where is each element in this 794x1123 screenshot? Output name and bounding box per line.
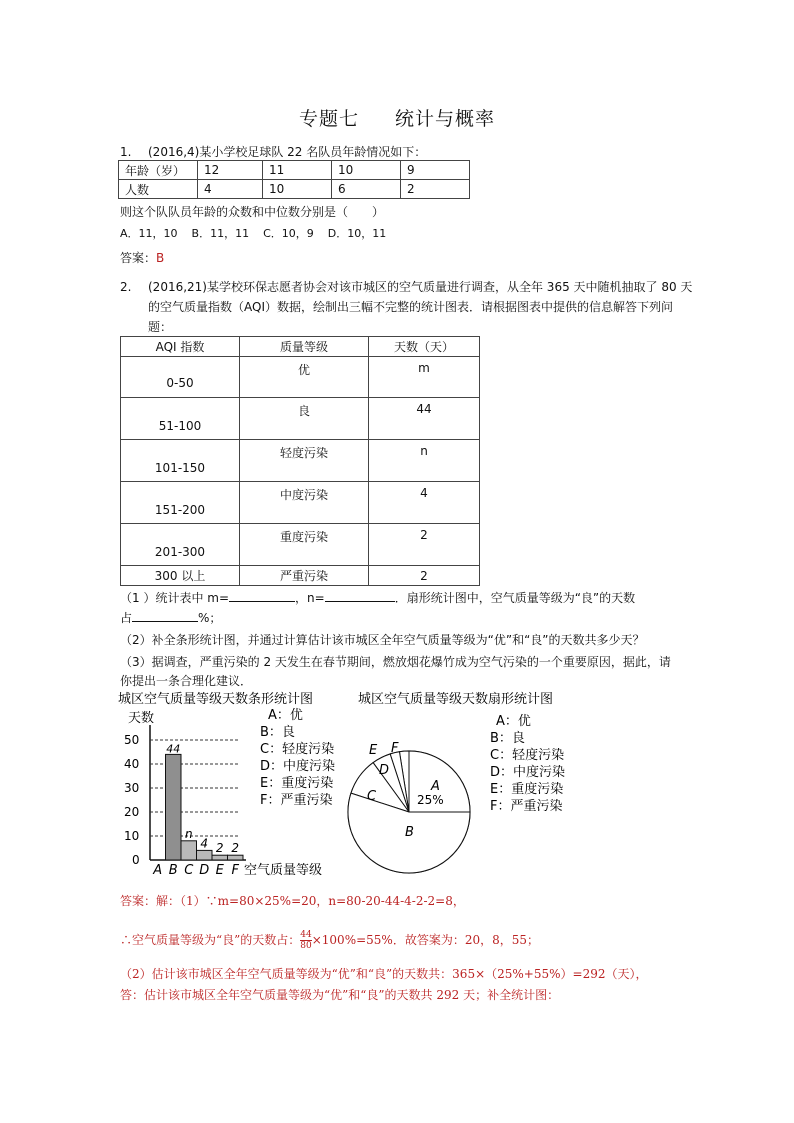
x-category-label: F	[231, 863, 239, 878]
q2-header: 天数（天）	[369, 337, 480, 357]
q1-option-d: D．10，11	[327, 227, 387, 240]
x-category-label: C	[184, 863, 194, 878]
charts-figure	[110, 688, 590, 884]
q1-question: 则这个队队员年龄的众数和中位数分别是（ ）	[120, 205, 385, 219]
bar-chart-ylabel: 天数	[128, 711, 155, 726]
pie-chart-title: 城区空气质量等级天数扇形统计图	[358, 692, 554, 707]
q1-cell: 10	[332, 161, 401, 180]
q2-cell: 良	[240, 398, 369, 440]
bar-legend-item: F：严重污染	[260, 793, 333, 808]
q2-cell: 2	[369, 566, 480, 586]
bar-C	[181, 841, 197, 860]
bar-data-label: 44	[166, 742, 181, 756]
q2-cell: 151-200	[121, 482, 240, 524]
q2-cell: 重度污染	[240, 524, 369, 566]
pie-legend-item: D：中度污染	[490, 765, 566, 780]
q1-cell: 12	[198, 161, 263, 180]
q2-sub1-b: ，n=	[295, 591, 325, 605]
q1-cell: 6	[332, 180, 401, 199]
table-row	[121, 398, 480, 440]
blank-m	[229, 591, 295, 602]
q2-sub3-line2: 你提出一条合理化建议．	[120, 674, 253, 688]
q1-option-b: B．11，11	[191, 227, 250, 240]
pie-label-B: B	[405, 825, 414, 840]
table-row	[121, 566, 480, 586]
bar-F	[228, 855, 244, 860]
title-part2: 统计与概率	[395, 108, 496, 130]
q2-cell: 中度污染	[240, 482, 369, 524]
q1-cell: 年龄（岁）	[119, 161, 198, 180]
q2-sub3-line1: （3）据调查，严重污染的 2 天发生在春节期间，燃放烟花爆竹成为空气污染的一个重要原因，据此，请	[120, 655, 671, 669]
q2-stem-line3: 题：	[148, 320, 173, 334]
answer-line4: 答：估计该市城区全年空气质量等级为“优”和“良”的天数共 292 天；补全统计图：	[120, 988, 560, 1002]
bar-legend-item: D：中度污染	[260, 759, 336, 774]
q1-answer-label: 答案：	[120, 251, 157, 265]
fraction-numerator: 44	[300, 930, 312, 940]
q2-cell: 2	[369, 524, 480, 566]
q2-sub1	[120, 590, 635, 606]
y-tick-label: 50	[124, 733, 140, 747]
q2-stem-line2: 的空气质量指数（AQI）数据，绘制出三幅不完整的统计图表．请根据图表中提供的信息解答下列问	[148, 300, 673, 314]
q2-cell: 0-50	[121, 357, 240, 398]
answer-line2-a: ∴空气质量等级为“良”的天数占：	[120, 933, 301, 947]
bar-data-label: 4	[200, 836, 209, 851]
q2-aqi-table	[120, 336, 480, 586]
q1-option-c: C．10，9	[263, 227, 314, 240]
page-title	[0, 104, 794, 131]
q1-stem: (2016,4)某小学校足球队 22 名队员年龄情况如下：	[148, 145, 427, 159]
pie-legend-item: E：重度污染	[490, 782, 564, 797]
q2-cell: 优	[240, 357, 369, 398]
y-tick-label: 40	[124, 757, 140, 771]
answer-line1: 答案：解：（1）∵m=80×25%=20，n=80-20-44-4-2-2=8，	[120, 894, 465, 908]
q2-stem-line1: (2016,21)某学校环保志愿者协会对该市城区的空气质量进行调查，从全年 365 天中随机抽取了 80 天	[148, 280, 693, 294]
bar-E	[212, 855, 228, 860]
q2-cell: 201-300	[121, 524, 240, 566]
q2-sub1-c: ．扇形统计图中，空气质量等级为“良”的天数	[394, 591, 636, 605]
title-part1: 专题七	[298, 108, 359, 130]
q2-cell: 4	[369, 482, 480, 524]
q2-sub1-a: （1 ）统计表中 m=	[120, 591, 230, 605]
q1-answer	[120, 250, 164, 266]
pie-label-A: A	[431, 779, 440, 794]
answer-line2-b: ×100%=55%．故答案为：20，8，55；	[311, 933, 539, 947]
q2-cell: 轻度污染	[240, 440, 369, 482]
y-tick-label: 0	[132, 853, 140, 867]
q1-cell: 11	[263, 161, 332, 180]
bar-chart	[118, 691, 335, 878]
table-row	[121, 440, 480, 482]
q1-option-a: A．11，10	[120, 227, 178, 240]
q2-header: 质量等级	[240, 337, 369, 357]
q2-sub1-line2	[120, 610, 221, 626]
q1-cell: 人数	[119, 180, 198, 199]
pie-legend-item: C：轻度污染	[490, 748, 565, 763]
bar-chart-title: 城区空气质量等级天数条形统计图	[118, 692, 314, 707]
q2-cell: 严重污染	[240, 566, 369, 586]
pie-label-D: D	[379, 763, 390, 778]
table-row	[121, 357, 480, 398]
q2-cell: 300 以上	[121, 566, 240, 586]
y-tick-label: 30	[124, 781, 140, 795]
q2-number: 2.	[120, 280, 132, 294]
x-category-label: E	[215, 863, 224, 878]
q2-sub1-e: %；	[198, 611, 222, 625]
pie-legend-item: A：优	[496, 714, 531, 729]
q2-sub1-d: 占	[120, 611, 133, 625]
bar-D	[197, 850, 213, 860]
y-tick-label: 20	[124, 805, 140, 819]
q2-cell: m	[369, 357, 480, 398]
q2-cell: 51-100	[121, 398, 240, 440]
q1-answer-value: B	[156, 251, 165, 265]
pie-label-E: E	[369, 743, 378, 758]
pie-legend-item: B：良	[490, 731, 525, 746]
q1-cell: 4	[198, 180, 263, 199]
blank-n	[325, 591, 395, 602]
bar-legend-item: E：重度污染	[260, 776, 334, 791]
bar-B	[166, 754, 182, 860]
q2-cell: 44	[369, 398, 480, 440]
bar-data-label: n	[184, 826, 193, 841]
q1-cell: 10	[263, 180, 332, 199]
bar-data-label: 2	[215, 841, 224, 856]
x-category-label: D	[199, 863, 210, 878]
answer-line2	[120, 930, 539, 951]
q2-sub2: （2）补全条形统计图，并通过计算估计该市城区全年空气质量等级为“优”和“良”的天数共多少天？	[120, 633, 645, 647]
q1-number: 1.	[120, 145, 132, 159]
pie-slice-a-percent: 25%	[417, 793, 444, 807]
answer-line3: （2）估计该市城区全年空气质量等级为“优”和“良”的天数共：365×（25%+55%）=292（天），	[120, 967, 648, 981]
bar-chart-xlabel: 空气质量等级	[244, 863, 323, 878]
q2-cell: 101-150	[121, 440, 240, 482]
x-category-label: A	[153, 863, 163, 878]
q1-cell: 9	[401, 161, 470, 180]
x-category-label: B	[168, 863, 178, 878]
blank-percent	[132, 611, 198, 622]
bar-legend-item: B：良	[260, 725, 295, 740]
fraction-denominator: 80	[300, 941, 312, 951]
q1-options	[120, 226, 386, 242]
q2-header: AQI 指数	[121, 337, 240, 357]
bar-legend-item: C：轻度污染	[260, 742, 335, 757]
table-row	[121, 524, 480, 566]
q2-cell: n	[369, 440, 480, 482]
q1-cell: 2	[401, 180, 470, 199]
pie-chart	[348, 691, 565, 873]
pie-label-F: F	[391, 741, 399, 756]
pie-label-C: C	[367, 789, 377, 804]
answer-fraction	[300, 930, 311, 951]
y-tick-label: 10	[124, 829, 140, 843]
bar-legend-item: A：优	[268, 708, 303, 723]
table-row	[121, 482, 480, 524]
bar-data-label: 2	[231, 841, 240, 856]
pie-legend-item: F：严重污染	[490, 799, 563, 814]
q1-table	[118, 160, 470, 199]
